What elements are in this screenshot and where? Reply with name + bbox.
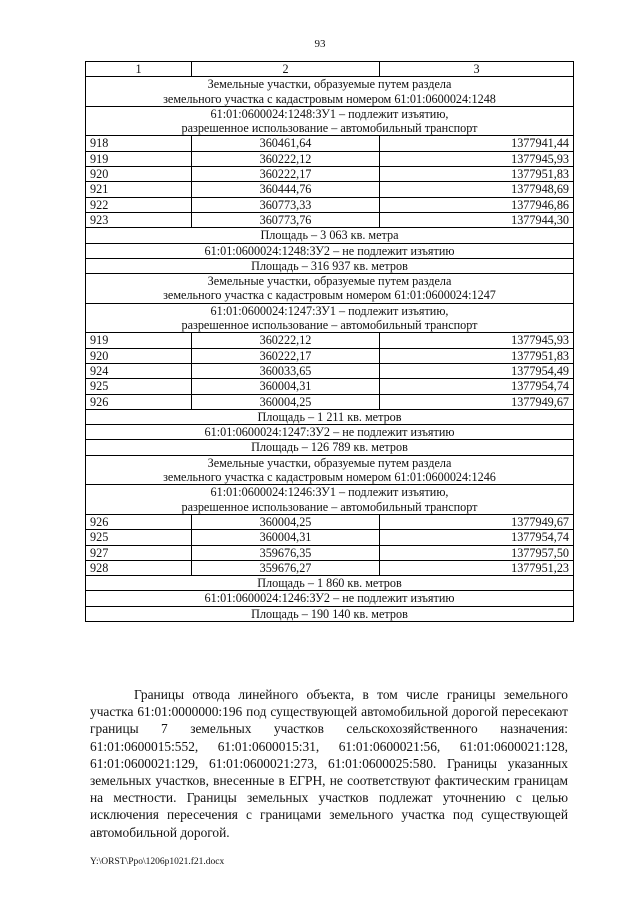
zu1-area-cell — [86, 228, 574, 243]
point-number-cell: 926 — [86, 394, 192, 409]
point-number-cell: 926 — [86, 514, 192, 529]
point-number-cell: 921 — [86, 182, 192, 197]
zu2-label-line: 61:01:0600024:1248:ЗУ2 – не подлежит изъятию — [204, 243, 455, 258]
zu2-area-cell — [86, 258, 574, 273]
x-coordinate-cell: 360773,76 — [192, 212, 380, 227]
zu2-label-line: 61:01:0600024:1247:ЗУ2 – не подлежит изъятию — [204, 425, 455, 440]
x-coordinate-cell: 359676,35 — [192, 545, 380, 560]
x-coordinate-cell: 360222,12 — [192, 151, 380, 166]
zu1-label-line: разрешенное использование – автомобильный транспорт — [181, 318, 478, 333]
section-title-cell — [86, 274, 574, 304]
column-header: 3 — [380, 62, 574, 77]
zu2-area — [86, 258, 574, 273]
zu1-label-line: разрешенное использование – автомобильный транспорт — [181, 499, 478, 514]
y-coordinate-cell: 1377944,30 — [380, 212, 574, 227]
y-coordinate-cell: 1377951,83 — [380, 167, 574, 182]
section-title-line: земельного участка с кадастровым номером 61:01:0600024:1246 — [163, 470, 496, 485]
zu1-area-line: Площадь – 3 063 кв. метра — [260, 228, 399, 243]
point-number-cell: 928 — [86, 560, 192, 575]
zu1-area-line: Площадь – 1 860 кв. метров — [257, 576, 402, 591]
y-coordinate-cell: 1377957,50 — [380, 545, 574, 560]
zu2-label — [86, 425, 574, 440]
point-number-cell: 919 — [86, 333, 192, 348]
section-title — [86, 274, 574, 304]
body-paragraph: Границы отвода линейного объекта, в том числе границы земельного участка 61:01:0000000:196 под существующей автомобильной дорогой пересекают границы 7 земельных участков сельскохозяйственного назначения: 61:01:0600015:552, 61:01:0600015:31, 61:01:0600021:56, 61:01:0600021:128, 61:01:0600021:129, 61:01:0600021:273, 61:01:0600025:580. Границы указанных земельных участков, внесенные в ЕГРН, не соответствуют фактическим границам на местности. Границы земельных участков подлежат уточнению с целью исключения пересечения с границами земельного участка под существующей автомобильной дорогой. — [90, 687, 568, 840]
table-row — [86, 167, 574, 182]
zu1-area-line: Площадь – 1 211 кв. метров — [257, 409, 402, 424]
table-row — [86, 197, 574, 212]
x-coordinate-cell: 360444,76 — [192, 182, 380, 197]
table-row — [86, 363, 574, 378]
y-coordinate-cell: 1377941,44 — [380, 136, 574, 151]
table-row — [86, 394, 574, 409]
y-coordinate-cell: 1377945,93 — [380, 151, 574, 166]
zu1-label-line: 61:01:0600024:1248:ЗУ1 – подлежит изъятию, — [210, 106, 449, 121]
x-coordinate-cell: 360222,17 — [192, 167, 380, 182]
table-header-row — [86, 62, 574, 77]
section-title-line: Земельные участки, образуемые путем раздела — [207, 455, 452, 470]
point-number-cell: 920 — [86, 167, 192, 182]
table-row — [86, 348, 574, 363]
x-coordinate-cell: 360033,65 — [192, 363, 380, 378]
point-number-cell: 920 — [86, 348, 192, 363]
coordinates-table — [85, 61, 574, 622]
section-title-line: земельного участка с кадастровым номером 61:01:0600024:1247 — [163, 288, 496, 303]
section-title-line: Земельные участки, образуемые путем раздела — [207, 274, 452, 289]
zu1-label-cell — [86, 485, 574, 515]
zu1-area — [86, 576, 574, 591]
y-coordinate-cell: 1377949,67 — [380, 514, 574, 529]
x-coordinate-cell: 360004,25 — [192, 394, 380, 409]
table-row — [86, 212, 574, 227]
y-coordinate-cell: 1377949,67 — [380, 394, 574, 409]
x-coordinate-cell: 360222,17 — [192, 348, 380, 363]
point-number-cell: 923 — [86, 212, 192, 227]
table-row — [86, 182, 574, 197]
file-path-footer: Y:\ORST\Ppo\1206p1021.f21.docx — [90, 857, 225, 867]
table-row — [86, 151, 574, 166]
zu2-label-cell — [86, 425, 574, 440]
zu1-area-cell — [86, 576, 574, 591]
x-coordinate-cell: 360004,25 — [192, 514, 380, 529]
point-number-cell: 924 — [86, 363, 192, 378]
zu1-label-cell — [86, 303, 574, 333]
y-coordinate-cell: 1377945,93 — [380, 333, 574, 348]
y-coordinate-cell: 1377946,86 — [380, 197, 574, 212]
y-coordinate-cell: 1377954,74 — [380, 379, 574, 394]
zu1-label-line: 61:01:0600024:1247:ЗУ1 – подлежит изъятию, — [210, 303, 449, 318]
zu1-area — [86, 228, 574, 243]
zu2-area-line: Площадь – 316 937 кв. метров — [251, 258, 408, 273]
coordinates-table-body — [86, 62, 574, 622]
zu1-label-cell — [86, 106, 574, 136]
x-coordinate-cell: 360004,31 — [192, 530, 380, 545]
zu2-label-cell — [86, 243, 574, 258]
x-coordinate-cell: 360461,64 — [192, 136, 380, 151]
y-coordinate-cell: 1377948,69 — [380, 182, 574, 197]
zu1-label — [86, 106, 574, 136]
x-coordinate-cell: 359676,27 — [192, 560, 380, 575]
section-title-line: земельного участка с кадастровым номером 61:01:0600024:1248 — [163, 91, 496, 106]
section-title-line: Земельные участки, образуемые путем раздела — [207, 77, 452, 92]
page-number: 93 — [314, 38, 326, 50]
zu1-label-line: 61:01:0600024:1246:ЗУ1 – подлежит изъятию, — [210, 485, 449, 500]
zu1-area — [86, 409, 574, 424]
column-header: 1 — [86, 62, 192, 77]
zu2-label-line: 61:01:0600024:1246:ЗУ2 – не подлежит изъятию — [204, 591, 455, 606]
section-title-cell — [86, 455, 574, 485]
point-number-cell: 918 — [86, 136, 192, 151]
point-number-cell: 922 — [86, 197, 192, 212]
zu1-area-cell — [86, 409, 574, 424]
point-number-cell: 925 — [86, 530, 192, 545]
zu2-area — [86, 606, 574, 621]
table-row — [86, 560, 574, 575]
zu2-label-cell — [86, 591, 574, 606]
column-header: 2 — [192, 62, 380, 77]
point-number-cell: 927 — [86, 545, 192, 560]
x-coordinate-cell: 360004,31 — [192, 379, 380, 394]
table-row — [86, 379, 574, 394]
zu1-label — [86, 303, 574, 333]
y-coordinate-cell: 1377951,83 — [380, 348, 574, 363]
section-title — [86, 77, 574, 107]
table-row — [86, 136, 574, 151]
point-number-cell: 925 — [86, 379, 192, 394]
table-row — [86, 333, 574, 348]
y-coordinate-cell: 1377954,74 — [380, 530, 574, 545]
zu2-area — [86, 440, 574, 455]
section-title-cell — [86, 77, 574, 107]
y-coordinate-cell: 1377951,23 — [380, 560, 574, 575]
table-row — [86, 530, 574, 545]
zu1-label-line: разрешенное использование – автомобильный транспорт — [181, 121, 478, 136]
x-coordinate-cell: 360773,33 — [192, 197, 380, 212]
section-title — [86, 455, 574, 485]
zu2-label — [86, 243, 574, 258]
x-coordinate-cell: 360222,12 — [192, 333, 380, 348]
zu1-label — [86, 485, 574, 515]
zu2-area-cell — [86, 440, 574, 455]
table-row — [86, 545, 574, 560]
zu2-area-cell — [86, 606, 574, 621]
point-number-cell: 919 — [86, 151, 192, 166]
zu2-area-line: Площадь – 190 140 кв. метров — [251, 606, 408, 621]
zu2-label — [86, 591, 574, 606]
zu2-area-line: Площадь – 126 789 кв. метров — [251, 440, 408, 455]
y-coordinate-cell: 1377954,49 — [380, 363, 574, 378]
table-row — [86, 514, 574, 529]
